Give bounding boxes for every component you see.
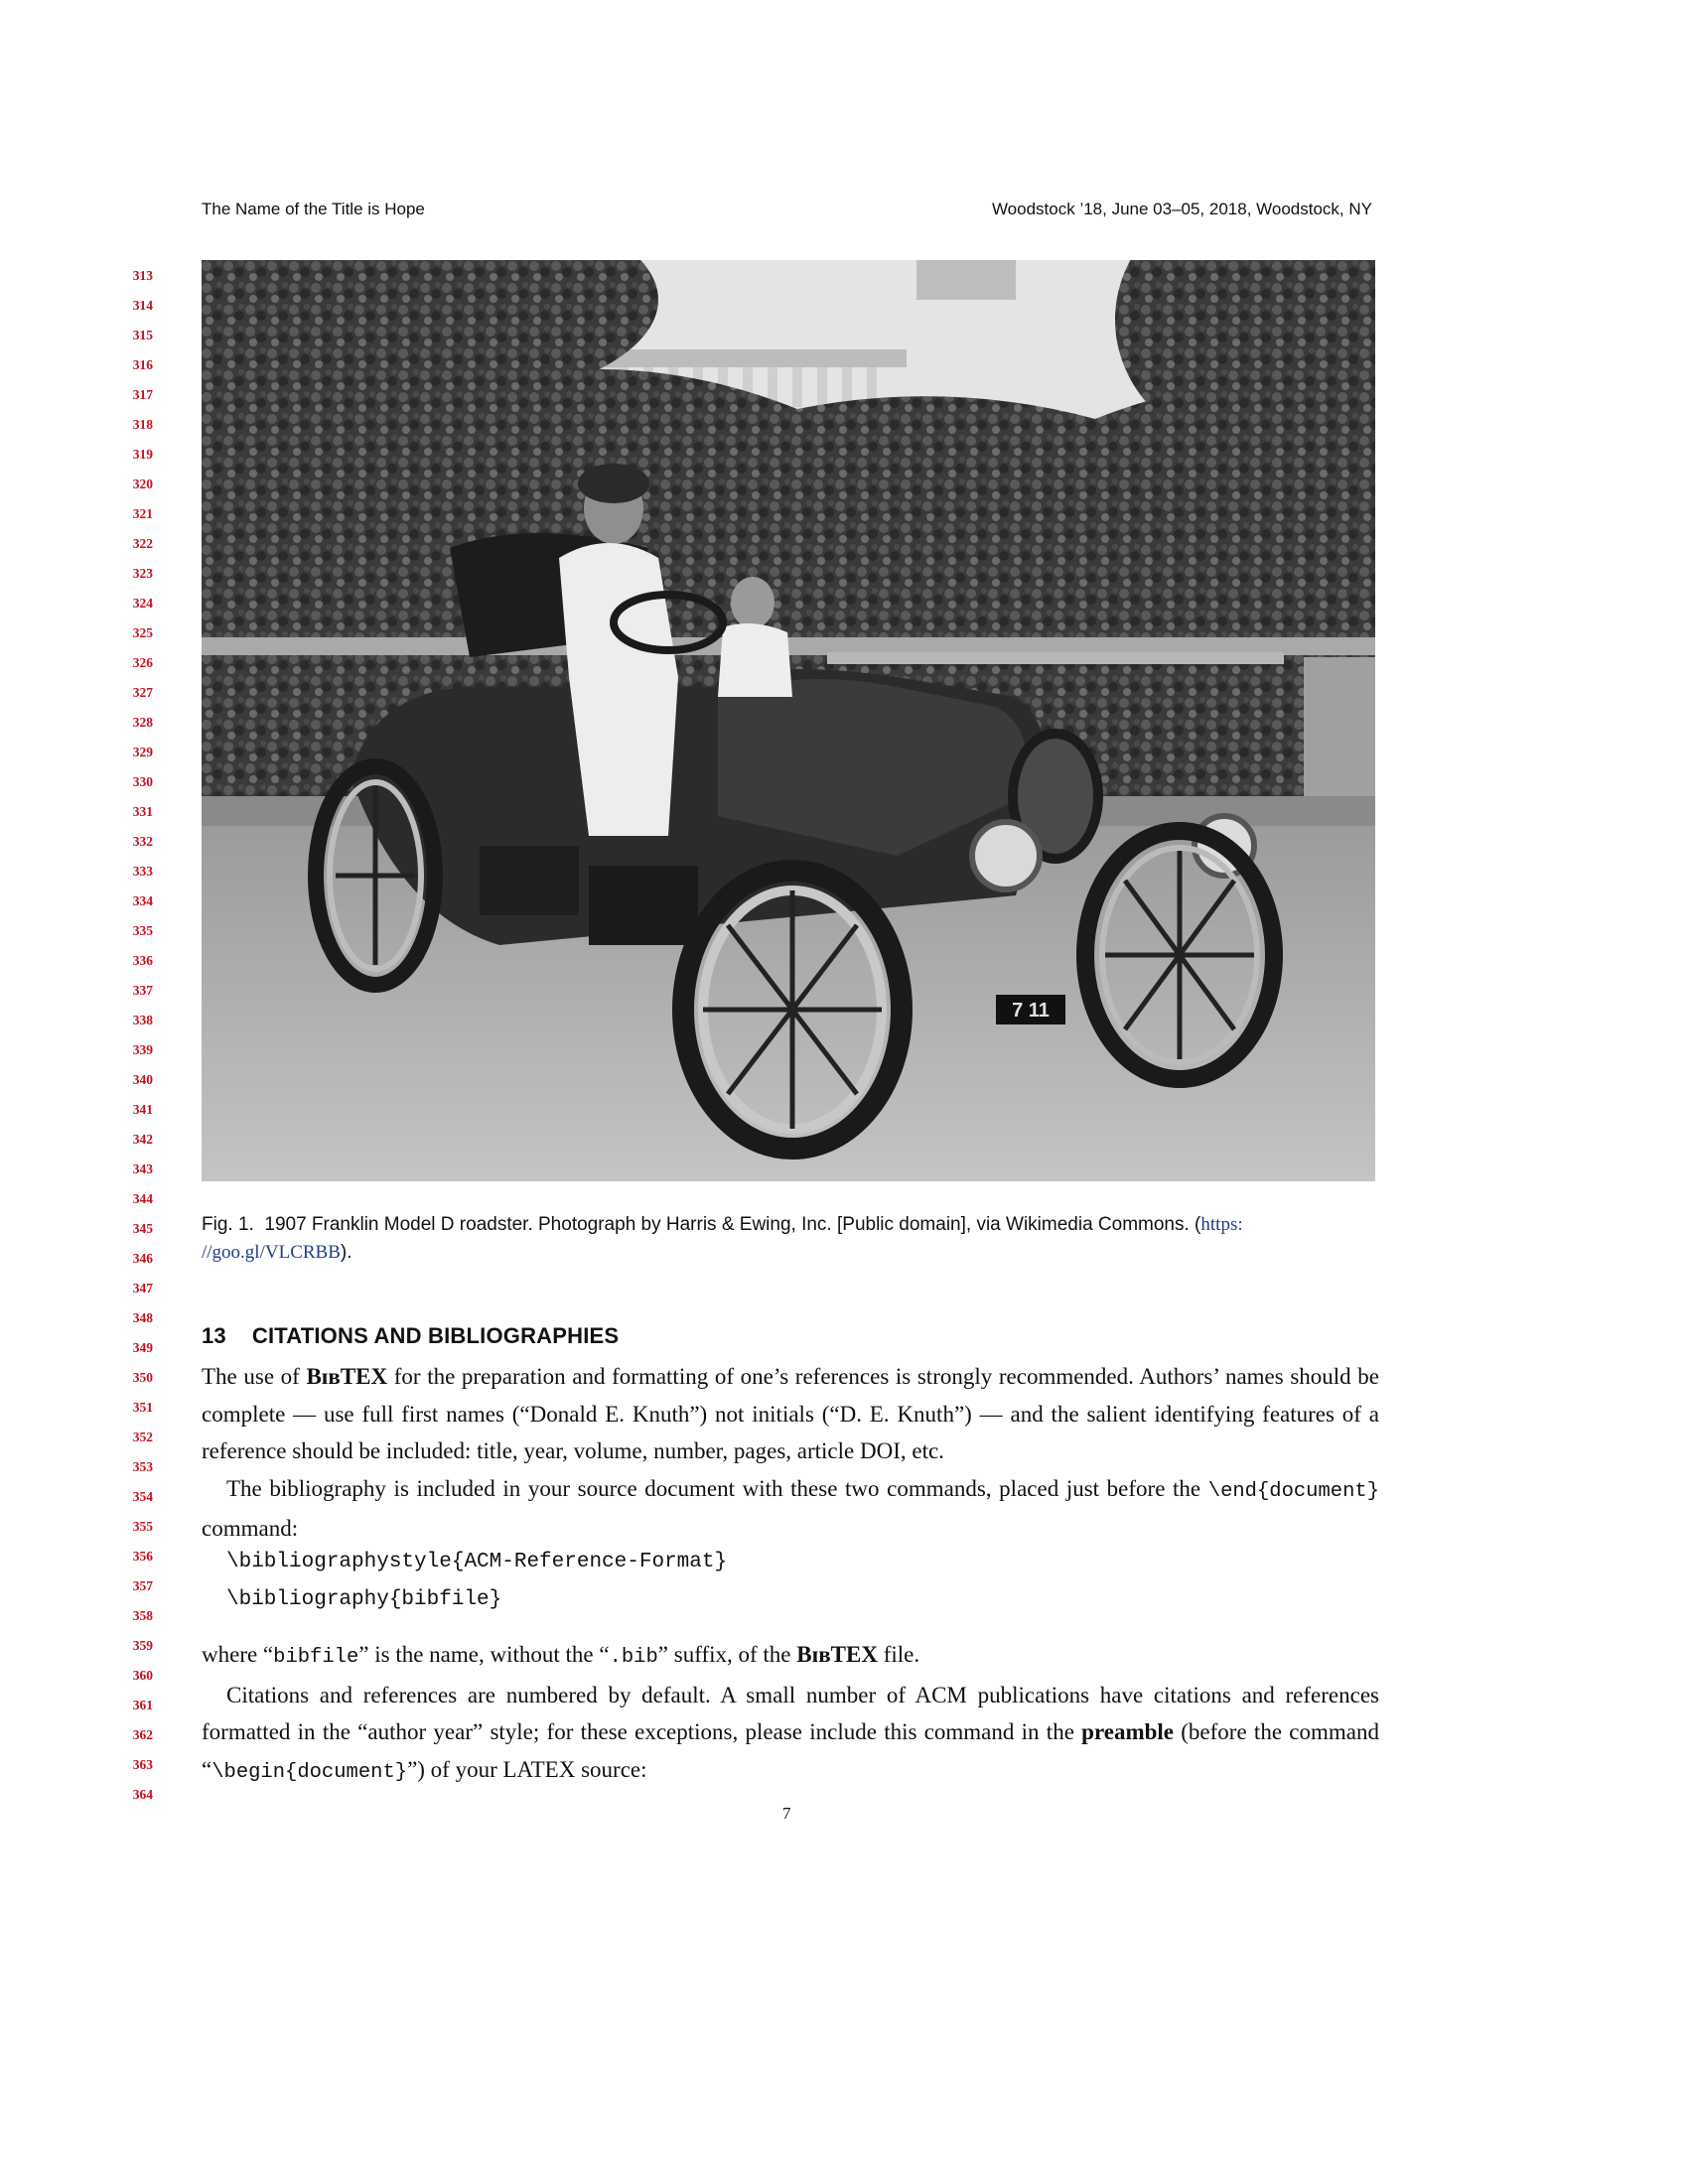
line-number: 358 <box>132 1608 153 1623</box>
license-plate: 7 11 <box>1012 1000 1050 1022</box>
figure-caption: Fig. 1. 1907 Franklin Model D roadster. Photograph by Harris & Ewing, Inc. [Public domain], via Wikimedia Commons. (https: //goo.gl/VLCRBB). <box>202 1214 1243 1263</box>
line-number: 316 <box>132 357 153 372</box>
line-number: 333 <box>132 864 153 879</box>
line-number: 344 <box>132 1191 153 1206</box>
line-number: 337 <box>132 983 153 998</box>
latex-logo: LATEX <box>502 1756 576 1782</box>
roadster-photo <box>202 260 1375 1181</box>
line-number: 328 <box>132 715 153 730</box>
line-number: 313 <box>132 268 153 283</box>
line-number: 320 <box>132 477 153 491</box>
line-number: 330 <box>132 774 153 789</box>
line-number: 349 <box>132 1340 153 1355</box>
line-number: 315 <box>132 328 153 342</box>
line-number: 354 <box>132 1489 153 1504</box>
line-number: 364 <box>132 1787 153 1802</box>
figure-photograph <box>202 260 1375 1181</box>
line-number: 342 <box>132 1132 153 1147</box>
caption-label: Fig. 1. <box>202 1214 254 1235</box>
section-heading <box>202 1323 619 1349</box>
line-number: 336 <box>132 953 153 968</box>
paragraph-1: The use of BɪʙTEX for the preparation and formatting of one’s references is strongly recommended. Authors’ names should be complete — use full first names (“Donald E. Knuth”) not initials (“D. E. Knuth”) — and the salient identifying features of a reference should be included: title, year, volume, number, pages, article DOI, etc. <box>202 1364 1379 1463</box>
line-number: 353 <box>132 1459 153 1474</box>
line-number: 355 <box>132 1519 153 1534</box>
line-number: 339 <box>132 1042 153 1057</box>
paragraph-2: The bibliography is included in your source document with these two commands, placed just before the \end{document} command: <box>202 1475 1379 1541</box>
code-line-2: \bibliography{bibfile} <box>226 1588 502 1611</box>
line-number: 319 <box>132 447 153 462</box>
line-number: 321 <box>132 506 153 521</box>
line-number: 326 <box>132 655 153 670</box>
running-header-venue: Woodstock ’18, June 03–05, 2018, Woodstock, NY <box>991 200 1372 218</box>
line-number: 325 <box>132 625 153 640</box>
line-number: 314 <box>132 298 153 313</box>
line-number: 361 <box>132 1698 153 1712</box>
paragraph-3: where “bibfile” is the name, without the “.bib” suffix, of the BɪʙTEX file. <box>202 1642 920 1669</box>
line-number: 357 <box>132 1578 153 1593</box>
line-number: 346 <box>132 1251 153 1266</box>
line-number: 322 <box>132 536 153 551</box>
line-number: 350 <box>132 1370 153 1385</box>
line-number: 356 <box>132 1549 153 1564</box>
line-number: 348 <box>132 1310 153 1325</box>
section-number: 13 <box>202 1323 226 1348</box>
line-number: 341 <box>132 1102 153 1117</box>
line-number: 345 <box>132 1221 153 1236</box>
bibtex-logo-2: BɪʙTEX <box>796 1642 878 1667</box>
paragraph-4: Citations and references are numbered by default. A small number of ACM publications have citations and references formatted in the “author year” style; for these exceptions, please include this command in the preamble (before the command “\begin{document}”) of your LATEX source: <box>202 1682 1379 1784</box>
line-number: 318 <box>132 417 153 432</box>
line-number: 324 <box>132 596 153 611</box>
line-number: 347 <box>132 1281 153 1296</box>
line-number: 334 <box>132 893 153 908</box>
running-header-title: The Name of the Title is Hope <box>202 200 425 218</box>
line-number: 332 <box>132 834 153 849</box>
line-number: 317 <box>132 387 153 402</box>
line-number: 335 <box>132 923 153 938</box>
bibtex-logo: BɪʙTEX <box>306 1364 388 1389</box>
line-number: 360 <box>132 1668 153 1683</box>
section-title: CITATIONS AND BIBLIOGRAPHIES <box>251 1323 620 1348</box>
line-number: 329 <box>132 745 153 759</box>
page-number: 7 <box>782 1804 791 1823</box>
body-paragraphs-bottom <box>202 1636 1379 1791</box>
line-number: 323 <box>132 566 153 581</box>
line-number: 352 <box>132 1430 153 1444</box>
line-number: 351 <box>132 1400 153 1415</box>
line-number: 340 <box>132 1072 153 1087</box>
caption-link[interactable]: https: //goo.gl/VLCRBB <box>202 1214 1243 1263</box>
line-number: 362 <box>132 1727 153 1742</box>
line-number: 331 <box>132 804 153 819</box>
body-paragraphs-top <box>202 1358 1379 1548</box>
line-number: 343 <box>132 1161 153 1176</box>
code-line-1: \bibliographystyle{ACM-Reference-Format} <box>226 1551 728 1573</box>
line-number: 359 <box>132 1638 153 1653</box>
line-number: 327 <box>132 685 153 700</box>
line-number: 363 <box>132 1757 153 1772</box>
caption-text: 1907 Franklin Model D roadster. Photograph by Harris & Ewing, Inc. [Public domain], via Wikimedia Commons. ( <box>264 1214 1201 1235</box>
line-number: 338 <box>132 1013 153 1027</box>
